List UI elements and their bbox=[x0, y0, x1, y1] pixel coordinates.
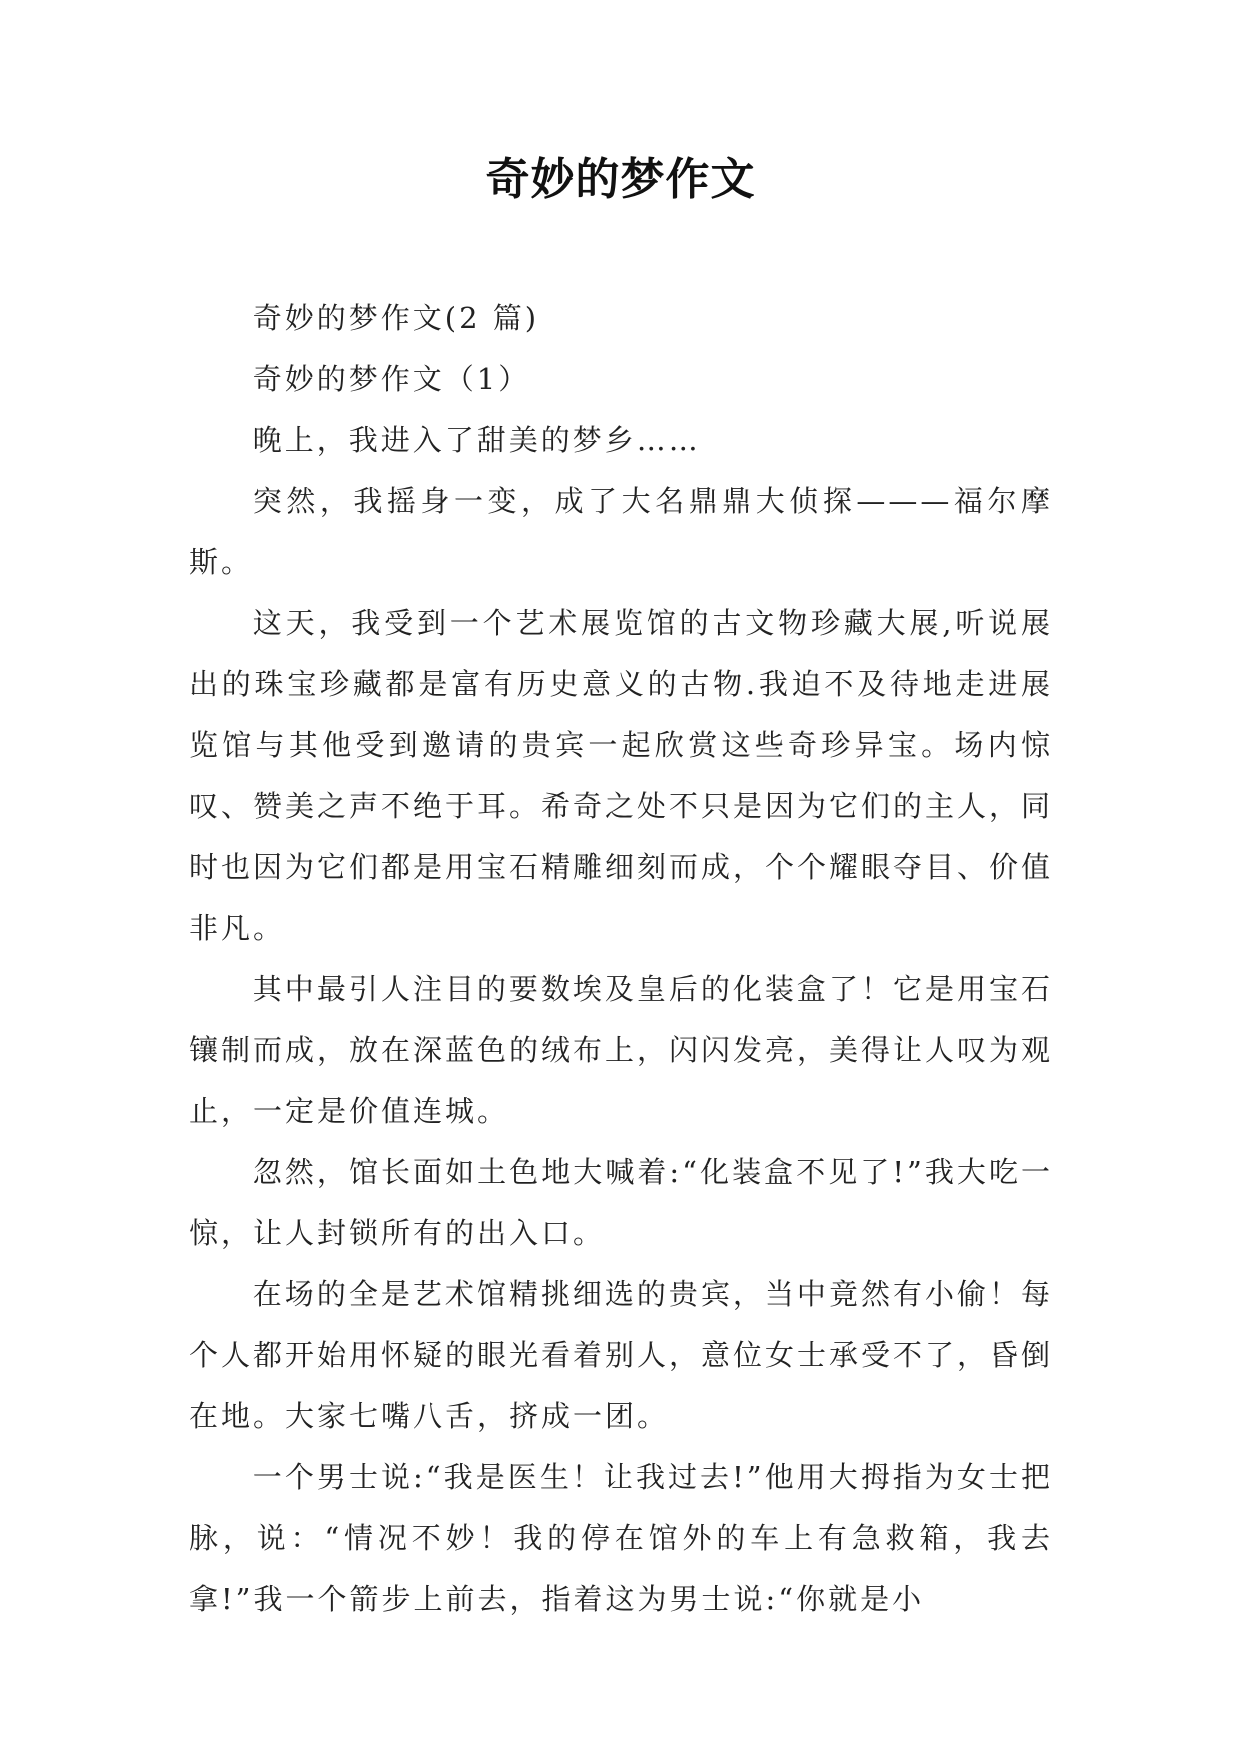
paragraph: 一个男士说:“我是医生！让我过去!”他用大拇指为女士把脉，说：“情况不妙！我的停在馆外的车上有急救箱，我去拿!”我一个箭步上前去，指着这为男士说:“你就是小 bbox=[189, 1460, 1053, 1616]
paragraph: 突然，我摇身一变，成了大名鼎鼎大侦探———福尔摩斯。 bbox=[189, 484, 1053, 579]
paragraph: 其中最引人注目的要数埃及皇后的化装盒了！它是用宝石镶制而成，放在深蓝色的绒布上，闪闪发亮，美得让人叹为观止，一定是价值连城。 bbox=[189, 972, 1054, 1128]
document-body bbox=[189, 288, 1053, 1630]
paragraph: 奇妙的梦作文(2 篇) bbox=[252, 301, 540, 335]
paragraph: 晚上，我进入了甜美的梦乡…… bbox=[252, 423, 701, 457]
paragraph: 在场的全是艺术馆精挑细选的贵宾，当中竟然有小偷！每个人都开始用怀疑的眼光看着别人，意位女士承受不了，昏倒在地。大家七嘴八舌，挤成一团。 bbox=[189, 1277, 1054, 1433]
paragraph: 忽然，馆长面如土色地大喊着:“化装盒不见了!”我大吃一惊，让人封锁所有的出入口。 bbox=[189, 1155, 1053, 1250]
paragraph: 奇妙的梦作文（1） bbox=[252, 362, 531, 396]
document-title: 奇妙的梦作文 bbox=[485, 154, 756, 205]
paragraph: 这天，我受到一个艺术展览馆的古文物珍藏大展,听说展出的珠宝珍藏都是富有历史意义的古物.我迫不及待地走进展览馆与其他受到邀请的贵宾一起欣赏这些奇珍异宝。场内惊叹、赞美之声不绝于耳。希奇之处不只是因为它们的主人，同时也因为它们都是用宝石精雕细刻而成，个个耀眼夺目、价值非凡。 bbox=[189, 606, 1054, 945]
